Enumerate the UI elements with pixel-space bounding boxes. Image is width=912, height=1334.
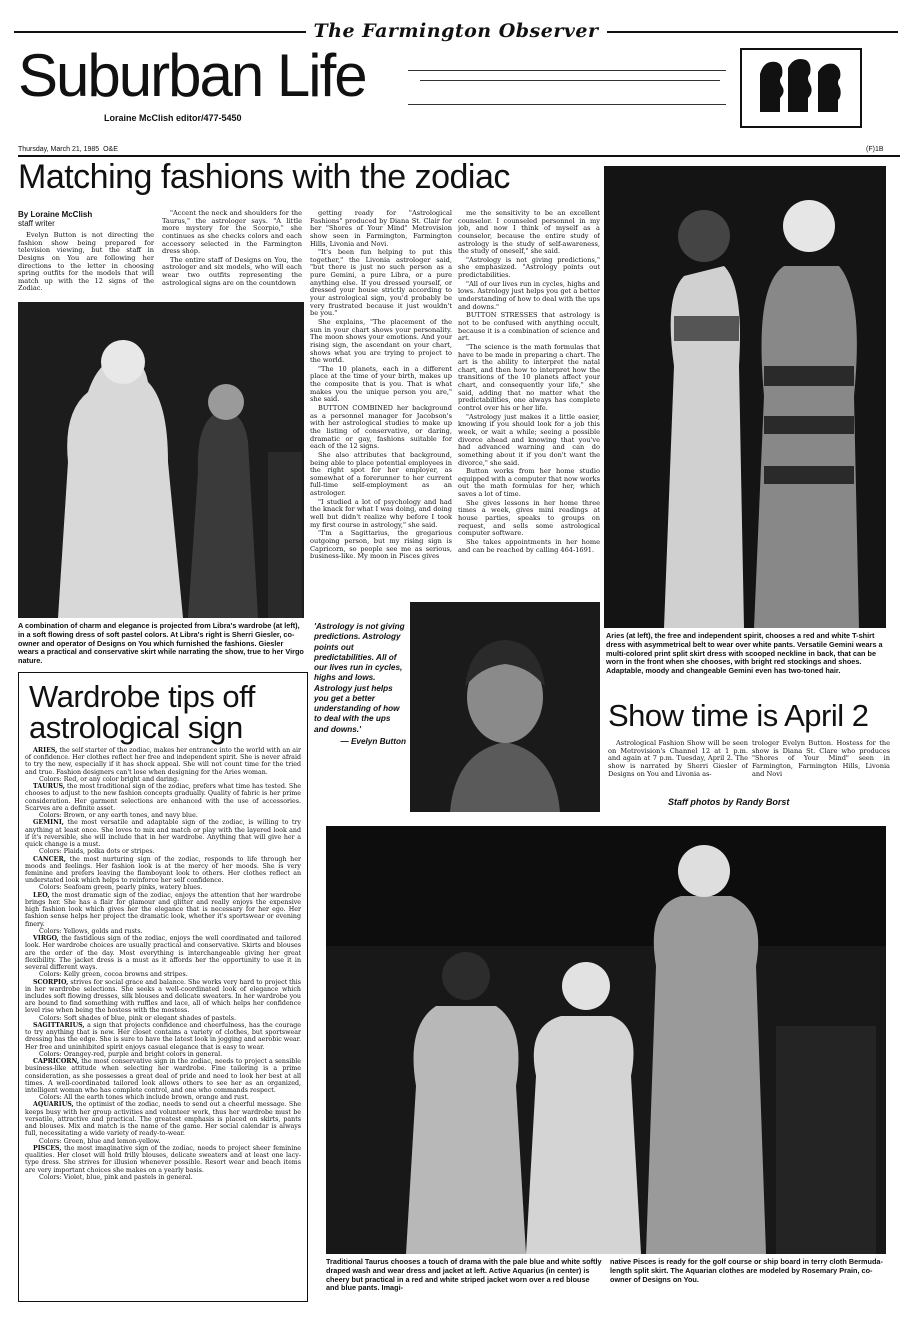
sign-colors: Colors: Seafoam green, pearly pinks, watery blues. — [39, 884, 203, 892]
wardrobe-entry — [25, 1101, 301, 1137]
sign-name: PISCES, — [33, 1144, 62, 1152]
masthead — [14, 20, 898, 42]
article-column-2 — [162, 210, 302, 300]
page-number: (F)1B — [866, 146, 884, 153]
section-editor: Loraine McClish editor/477-5450 — [104, 113, 242, 123]
sign-description: the most imaginative sign of the zodiac, needs to project sheer feminine qualities. Her closet will hold frilly blouses, delicate sweaters and at least one lacy-type dress. She strives for illusion whenever possible. Resort wear and beach items are very important choices she makes on a yearly basis. — [25, 1144, 301, 1174]
sign-description: the most conservative sign in the zodiac, needs to project a sensible business-like attitude when selecting her wardrobe. Fine tailoring is a prime consideration, as she possesses a great deal of pride and need to look her best at all times. A well-coordinated tailored look allows others to see her as an organized, intelligent woman who has complete control, and one who commands respect. — [25, 1058, 301, 1095]
photo-taurus-aquarius-pisces — [326, 826, 886, 1254]
sign-colors: Colors: Green, blue and lemon-yellow. — [39, 1137, 161, 1145]
sign-colors: Colors: Plaids, polka dots or stripes. — [39, 848, 155, 856]
sign-name: CANCER, — [33, 855, 66, 863]
wardrobe-entry — [25, 783, 301, 812]
caption-taurus-left: Traditional Taurus chooses a touch of drama with the pale blue and white softly draped wash and wear dress and jacket at left. Active Aquarius (in center) is cheery but practical in a red and white striped jacket worn over a red blouse and blue pants. Imagi- — [326, 1257, 602, 1293]
issue-date: Thursday, March 21, 1985 — [18, 146, 100, 153]
sign-colors: Colors: Red, or any color bright and daring. — [39, 775, 179, 783]
photo-aries-gemini — [604, 166, 886, 628]
section-title: Suburban Life — [18, 42, 366, 109]
pull-quote-attribution: — Evelyn Button — [340, 736, 406, 746]
wardrobe-entry — [25, 819, 301, 848]
sign-name: VIRGO, — [33, 935, 59, 943]
paragraph: She gives lessons in her home three times a week, gives mini readings at house parties, speaks to groups on request, and sells some astrological computer software. — [458, 498, 600, 538]
wardrobe-tips-text — [19, 743, 307, 1293]
paragraph: "All of our lives run in cycles, highs and lows. Astrology just helps you get a better understanding of how to deal with the ups and downs." — [458, 279, 600, 311]
sign-colors: Colors: Violet, blue, pink and pastels in general. — [39, 1173, 193, 1181]
paragraph: "Astrology is not giving predictions," she emphasized. "Astrology points out predictabilities. — [458, 255, 600, 280]
paragraph: "Accent the neck and shoulders for the Taurus," the astrologer says. "A little more mystery for the Scorpio," she continues as she checks colors and each accessory selected in the Farmington dress shop. — [162, 210, 302, 256]
sign-colors: Colors: Yellows, golds and rusts. — [39, 927, 143, 935]
sign-description: the self starter of the zodiac, makes her entrance into the world with an air of confidence. Her clothes reflect her free and independent spirit. She is never afraid to try the new, especially if it has shock appeal. She will not count time for the tried and true. Fashion designers can't lose when designing for the Aries woman. — [25, 747, 301, 776]
deco-line — [408, 70, 726, 71]
photo-evelyn-button — [410, 602, 600, 812]
wardrobe-entry — [25, 892, 301, 928]
sign-description: a sign that projects confidence and cheerfulness, has the courage to try anything that is new. Her closet contains a variety of clothes, but sportswear dressing has the edge. She is sure to have the latest look in jogging and aerobic wear. Her free and uninhibited spirit enjoys casual elegance that is easy to wear. — [25, 1021, 301, 1051]
paragraph: Evelyn Button is not directing the fashion show being prepared for television viewing, but the staff in Designs on You are following her directions to the letter in choosing spring outfits for the models that will match up with the 12 signs of the Zodiac. — [18, 232, 154, 293]
caption-taurus-right: native Pisces is ready for the golf course or ship board in terry cloth Bermuda-length split skirt. The Aquarian clothes are modeled by Rosemary Prain, co-owner of Designs on You. — [610, 1257, 883, 1284]
byline-role: staff writer — [18, 219, 55, 229]
article-column-1 — [18, 232, 154, 300]
pull-quote — [314, 622, 406, 754]
sign-colors: Colors: Kelly green, cocoa browns and stripes. — [39, 971, 188, 979]
paragraph: "It's been fun helping to put this together," the Livonia astrologer said, "but there is just no such person as a pure Gemini, a pure Libra, or a pure anything else. If you dressed yourself, or dressed your house strictly according to your astrological sign, you'd probably be very frustrated because it just wouldn't be you." — [310, 248, 452, 318]
wardrobe-entry — [25, 1145, 301, 1174]
edition-code: O&E — [103, 146, 118, 153]
sign-description: strives for social grace and balance. She works very hard to project this in her wardrobe selections. She seeks a well-coordinated look of elegance which includes soft flowing dresses, silk blouses and delicate sweaters. In her wardrobe you are bound to find something with ruffles and lace, all of which helps her confidence level rise when being the hostess with the mostess. — [25, 978, 301, 1015]
showtime-headline: Show time is April 2 — [608, 698, 869, 733]
sign-name: SAGITTARIUS, — [33, 1021, 85, 1029]
sign-name: AQUARIUS, — [33, 1101, 74, 1109]
dateline — [18, 146, 118, 153]
wardrobe-entry — [25, 979, 301, 1015]
sign-name: CAPRICORN, — [33, 1058, 80, 1066]
wardrobe-entry — [25, 1058, 301, 1094]
showtime-column-1 — [608, 740, 748, 782]
pull-quote-text: 'Astrology is not giving predictions. Astrology points out predictabilities. All of our lives run in cycles, highs and lows. Astrology just helps you get a better understanding of how to deal with the ups and downs.' — [314, 622, 405, 734]
paragraph: getting ready for "Astrological Fashions" produced by Diana St. Clair for her "Shores of Your Mind" Metrovision show seen in Farmington, Farmington Hills, Livonia and Novi. — [310, 210, 452, 248]
section-logo — [740, 48, 862, 128]
paragraph: "The science is the math formulas that have to be made in preparing a chart. The art is the ability to interpret the natal chart, and then how to interpret how the transitions of the 10 planets affect your chart, and consequently your life," she said, adding that no matter what the predictabilities, one always has complete control over his or her life. — [458, 342, 600, 413]
caption-libra: A combination of charm and elegance is projected from Libra's wardrobe (at left), in a soft flowing dress of soft pastel colors. At Libra's right is Sherri Giesler, co-owner and operator of Designs on You which furnished the fashions. Giesler wears a practical and conservative skirt while narrating the show, true to her Virgo nature. — [18, 621, 304, 665]
wardrobe-headline: Wardrobe tips off astrological sign — [29, 679, 255, 745]
sign-description: the most versatile and adaptable sign of the zodiac, is willing to try anything at least once. She loves to mix and match or play with the layered look and if it's reversible, she will include that in her wardrobe. Anything that will give her a quick change is a must. — [25, 819, 301, 849]
sign-description: the optimist of the zodiac, needs to send out a cheerful message. She keeps busy with her group activities and volunteer work, thus her wardrobe must be versatile, attractive and practical. The greatest emphasis is placed on skirts, pants and blouses. Mix and match is the name of the game. Her social calendar is always full, necessitating a wide variety of ready-to-wear. — [25, 1101, 302, 1138]
paragraph: She also attributes that background, being able to place potential employees in the right spot for her employer, as somewhat of a forerunner to her current full-time self-employment as an astrologer. — [310, 450, 452, 498]
paragraph: BUTTON COMBINED her background as a personnel manager for Jacobson's with her astrological studies to make up the listing of conservative, or daring, dramatic or gay, fashions suitable for each of the 12 signs. — [310, 404, 452, 451]
sign-colors: Colors: Soft shades of blue, pink or elegant shades of pastels. — [39, 1014, 236, 1022]
article-column-4 — [458, 210, 600, 594]
paragraph: She explains, "The placement of the sun in your chart shows your personality. The moon shows your emotions. And your rising sign, the ascendant on your chart, shows what you are trying to project to the world. — [310, 317, 452, 365]
deco-line — [408, 104, 726, 105]
sign-colors: Colors: All the earth tones which include brown, orange and rust. — [39, 1094, 249, 1102]
sign-colors: Colors: Orangey-red, purple and bright colors in general. — [39, 1050, 223, 1058]
deco-line — [420, 80, 720, 81]
wardrobe-entry — [25, 935, 301, 971]
photo-credit: Staff photos by Randy Borst — [668, 797, 790, 807]
sign-name: SCORPIO, — [33, 978, 69, 986]
paragraph: "Astrology just makes it a little easier, knowing if you should look for a job this week, or wait a while; seeing a possible divorce ahead and knowing that you've had advanced warning and can do something about it if you don't want the divorce," she said. — [458, 412, 600, 467]
paragraph: The entire staff of Designs on You, the astrologer and six models, who will each wear two outfits representing the astrological signs are on the countdown — [162, 255, 302, 287]
paper-name: The Farmington Observer — [306, 20, 607, 42]
byline — [18, 210, 154, 228]
wardrobe-tips-box — [18, 672, 308, 1302]
sign-name: LEO, — [33, 891, 50, 899]
article-headline: Matching fashions with the zodiac — [18, 158, 510, 196]
paragraph: trologer Evelyn Button. Hostess for the show is Diana St. Clare who produces "Shores of Your Mind" seen in Farmington, Farmington Hills, Livonia and Novi — [752, 740, 890, 778]
paragraph: BUTTON STRESSES that astrology is not to be confused with anything occult, because it is a combination of science and art. — [458, 311, 600, 343]
sign-colors: Colors: Brown, or any earth tones, and navy blue. — [39, 812, 198, 820]
paragraph: me the sensitivity to be an excellent counselor. I counseled personnel in my job, and now I think of myself as a counselor, because the entire study of astrology is the study of self-awareness, the study of oneself," she said. — [458, 210, 600, 256]
photo-libra-fashion — [18, 302, 304, 618]
caption-aries-gemini: Aries (at left), the free and independent spirit, chooses a red and white T-shirt dress with asymmetrical belt to wear over white pants. Versatile Gemini wears a multi-colored print split skirt dress with scooped neckline in back, that can be worn in the front when she chooses, with bright red stockings and shoes. Adaptable, moody and changeable Gemini even has two-toned hair. — [606, 631, 883, 675]
paragraph: Button works from her home studio equipped with a computer that now works out the math formulas for her, which saves a lot of time. — [458, 467, 600, 499]
sign-description: the most traditional sign of the zodiac, prefers what time has tested. She chooses to adjust to the new fashion concepts gradually. Quality of fabric is her prime consideration. Her garment selections are enhanced with the use of accessories. Scarves are a definite asset. — [25, 783, 301, 812]
paragraph: Astrological Fashion Show will be seen on Metrovision's Channel 12 at 1 p.m. and again at 7 p.m. Tuesday, April 2. The show is narrated by Sherri Giesler of Designs on You and Livonia as- — [608, 740, 748, 778]
paragraph: "I'm a Sagittarius, the gregarious outgoing person, but my rising sign is Capricorn, so people see me as serious, business-like. My moon in Pisces gives — [310, 529, 452, 561]
byline-name: By Loraine McClish — [18, 210, 93, 219]
sign-description: the fastidious sign of the zodiac, enjoys the well coordinated and tailored look. Her wardrobe choices are usually practical and conservative. Skirts and blouses are the order of the day. Most everything is interchangeable giving her great flexibility. The jacket dress is a must as it affords her the opportunity to use it in several different ways. — [25, 935, 301, 972]
paragraph: "The 10 planets, each in a different place at the time of your birth, makes up the composite that is you. That is what makes you the unique person you are," she said. — [310, 364, 452, 404]
sign-name: ARIES, — [33, 747, 58, 754]
sign-description: the most nurturing sign of the zodiac, responds to life through her moods and feelings. Her fashion look is at the mercy of her moods. She is very feminine and prefers leaving the flamboyant look to others. Her clothes reflect an understated look which helps to reinforce her self confidence. — [25, 855, 301, 885]
article-column-3 — [310, 210, 452, 594]
paragraph: "I studied a lot of psychology and had the knack for what I was doing, and doing well but didn't realize why before I took my first course in astrology," she said. — [310, 497, 452, 529]
wardrobe-entry — [25, 856, 301, 885]
showtime-column-2 — [752, 740, 890, 782]
wardrobe-entry — [25, 1022, 301, 1051]
paragraph: She takes appointments in her home and can be reached by calling 464-1691. — [458, 537, 600, 554]
wardrobe-entry — [25, 747, 301, 776]
sign-name: TAURUS, — [33, 783, 65, 791]
sign-description: the most dramatic sign of the zodiac, enjoys the attention that her wardrobe brings her. She has a flair for glamour and glitter and really enjoys the expensive high fashion look which gives her the elegance that is necessary for her ego. Her fashion sense helps her project the dramatic look, whether it's sportswear or evening finery. — [25, 891, 301, 928]
section-rule — [18, 155, 900, 157]
sign-name: GEMINI, — [33, 819, 64, 827]
